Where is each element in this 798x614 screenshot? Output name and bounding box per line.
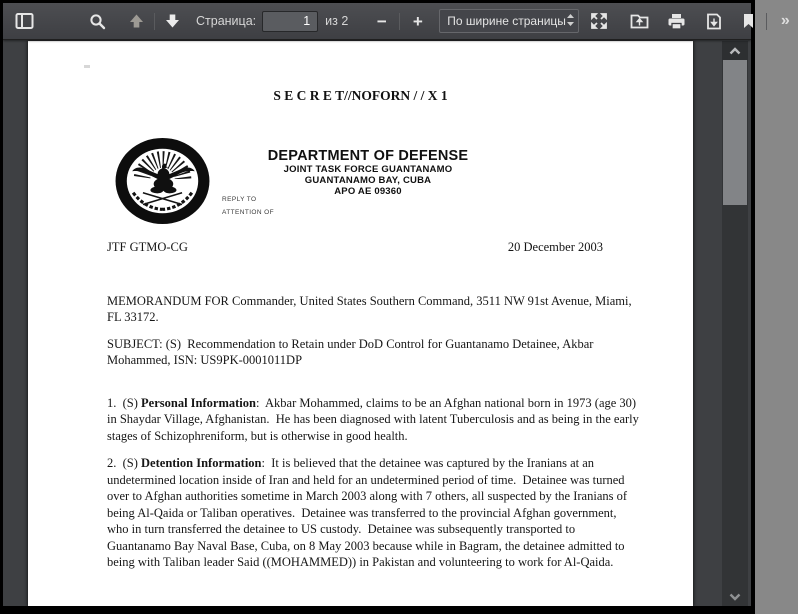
- bookmark-button[interactable]: [735, 8, 762, 35]
- chevron-up-icon: [729, 42, 741, 60]
- next-page-button[interactable]: [159, 8, 186, 35]
- office-symbol-row: [107, 239, 641, 256]
- reply-to-line1: REPLY TO: [222, 196, 257, 203]
- page-number-input[interactable]: [262, 11, 318, 32]
- chevron-double-right-icon: »: [780, 12, 789, 29]
- print-button[interactable]: [663, 8, 690, 35]
- search-button[interactable]: [84, 8, 111, 35]
- letterhead-apo: APO AE 09360: [334, 186, 402, 197]
- download-icon: [706, 13, 722, 30]
- para1-number: 1. (S): [107, 395, 142, 410]
- previous-page-button[interactable]: [123, 8, 150, 35]
- folder-open-icon: [630, 13, 649, 30]
- toggle-sidebar-button[interactable]: [11, 8, 38, 35]
- sidebar-toggle-icon: [15, 12, 34, 30]
- zoom-mode-select[interactable]: [439, 9, 579, 33]
- pdf-viewer-area[interactable]: [3, 41, 751, 606]
- pdf-toolbar: [3, 3, 789, 40]
- letterhead-department: DEPARTMENT OF DEFENSE: [267, 148, 469, 164]
- para1-body: : Akbar Mohammed, claims to be an Afghan national born in 1973 (age 30) in Shaydar Village, Afghanistan. He has been diagnosed with latent Tuberculosis and as being in the early stages of Schizophreniform, but is otherwise in good health.: [107, 395, 643, 443]
- download-button[interactable]: [700, 8, 727, 35]
- scroll-up-button[interactable]: [722, 41, 748, 60]
- zoom-in-button[interactable]: [404, 8, 431, 35]
- para2-body: : It is believed that the detainee was captured by the Iranians at an undetermined location inside of Iran and held for an undetermined period of time. Detainee was turned over to Afghan authorities sometime in March 2003 along with 7 others, all suspected by the Iranians of being Al-Qaida or Taliban operatives. Detainee was transferred to the provincial Afghan government, who in turn transferred the detainee to US custody. Detainee was subsequently transported to Guantanamo Bay Naval Base, Cuba, on 8 May 2003 because while in Bagram, the detainee admitted to being with Taliban leader Said ((MOHAMMED)) in Pakistan and volunteering to work for Al-Qaida.: [107, 456, 631, 569]
- chevron-down-icon: [729, 588, 741, 606]
- detention-information-paragraph: [107, 455, 641, 571]
- bookmark-icon: [742, 13, 755, 29]
- page-number-label: Страница:: [196, 14, 257, 28]
- search-icon: [89, 13, 106, 30]
- toolbar-divider: [766, 13, 767, 30]
- office-symbol: JTF GTMO-CG: [107, 240, 188, 254]
- minus-icon: −: [376, 11, 387, 31]
- pdf-page: [28, 41, 693, 606]
- more-tools-button[interactable]: [771, 8, 798, 35]
- para2-heading: Detention Information: [141, 456, 262, 470]
- memo-date: 20 December 2003: [507, 240, 603, 254]
- vertical-scrollbar[interactable]: [722, 41, 748, 606]
- para2-number: 2. (S): [107, 456, 142, 470]
- toolbar-divider: [154, 13, 155, 30]
- scroll-down-button[interactable]: [722, 588, 748, 606]
- fullscreen-arrows-icon: [590, 12, 608, 30]
- letterhead-organization: JOINT TASK FORCE GUANTANAMO: [283, 164, 453, 175]
- arrow-up-icon: [128, 13, 145, 29]
- open-file-button[interactable]: [626, 8, 653, 35]
- presentation-mode-button[interactable]: [585, 8, 612, 35]
- arrow-down-icon: [164, 13, 181, 29]
- reply-to-line2: ATTENTION OF: [222, 209, 274, 216]
- zoom-out-button[interactable]: [368, 8, 395, 35]
- zoom-mode-value: По ширине страницы: [447, 14, 566, 28]
- page-count-label: из 2: [325, 14, 349, 28]
- memo-body: [107, 41, 641, 571]
- para1-heading: Personal Information: [141, 395, 256, 410]
- plus-icon: +: [412, 11, 423, 31]
- printer-icon: [667, 13, 686, 30]
- select-spinner-icon: [566, 13, 575, 30]
- scan-artifact: [84, 65, 90, 68]
- classification-banner: S E C R E T//NOFORN / / X 1: [273, 88, 448, 103]
- scrollbar-thumb[interactable]: [723, 60, 747, 205]
- subject-paragraph: SUBJECT: (S) Recommendation to Retain under DoD Control for Guantanamo Detainee, Akbar Mohammed, ISN: US9PK-0001011DP: [107, 336, 597, 367]
- memo-for-paragraph: MEMORANDUM FOR Commander, United States Southern Command, 3511 NW 91st Avenue, Miami, FL 33172.: [107, 293, 635, 324]
- toolbar-divider: [399, 13, 400, 30]
- viewer-inner: [3, 3, 789, 606]
- letterhead-location: GUANTANAMO BAY, CUBA: [304, 175, 432, 186]
- personal-information-paragraph: [107, 395, 641, 445]
